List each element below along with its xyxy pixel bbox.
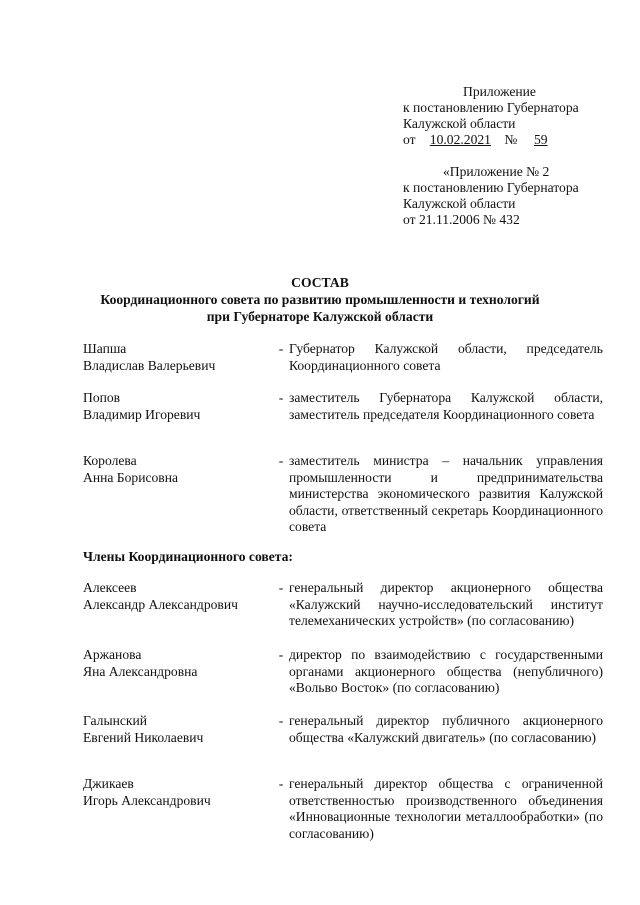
position-text: заместитель Губернатора Калужской области, заместитель председателя Координационного совета [289, 390, 603, 422]
separator-dash: - [278, 453, 284, 468]
appendix2-region-line: Калужской области [403, 196, 516, 211]
position-text: заместитель министра – начальник управления промышленности и предпринимательства министерства экономического развития Калужской области, ответственный секретарь Координационного совета [289, 453, 603, 534]
members-heading: Члены Координационного совета: [83, 549, 293, 564]
given-names: Анна Борисовна [83, 469, 179, 485]
separator-dash: - [278, 713, 284, 728]
surname: Галынский [83, 713, 148, 728]
council-name: Координационного совета по развитию промышленности и технологий [100, 292, 540, 307]
given-names: Евгений Николаевич [83, 729, 204, 745]
separator-dash: - [278, 776, 284, 791]
person-name [83, 390, 273, 423]
surname: Алексеев [83, 580, 137, 595]
given-names: Владислав Валерьевич [83, 357, 216, 373]
appendix-decree-line: к постановлению Губернатора [403, 100, 579, 115]
appendix2-decree-line: к постановлению Губернатора [403, 180, 579, 195]
given-names: Яна Александровна [83, 663, 198, 679]
appendix-label: Приложение [463, 84, 536, 99]
council-affiliation: при Губернаторе Калужской области [206, 309, 434, 324]
position-text: Губернатор Калужской области, председатель Координационного совета [289, 341, 603, 373]
surname: Шапша [83, 341, 127, 356]
position-text: генеральный директор акционерного общества «Калужский научно-исследовательский институт телемеханических устройств» (по согласованию) [289, 580, 603, 628]
appendix2-label: «Приложение № 2 [443, 164, 550, 179]
surname: Джикаев [83, 776, 134, 791]
decree-date: 10.02.2021 [429, 132, 491, 147]
from-label: от [403, 132, 416, 147]
position-text: директор по взаимодействию с государственными органами акционерного общества (непубличного) «Вольво Восток» (по согласованию) [289, 647, 603, 695]
person-name [83, 776, 273, 809]
decree-number: 59 [533, 132, 548, 147]
separator-dash: - [278, 647, 284, 662]
separator-dash: - [278, 580, 284, 595]
given-names: Владимир Игоревич [83, 406, 201, 422]
surname: Попов [83, 390, 121, 405]
number-label: № [504, 132, 518, 147]
appendix2-date-line: от 21.11.2006 № 432 [403, 212, 520, 227]
person-name [83, 341, 273, 374]
given-names: Александр Александрович [83, 596, 238, 612]
position-text: генеральный директор общества с ограниченной ответственностью производственного объединения «Инновационные технологии металлообработки» (по согласованию) [289, 776, 603, 841]
person-name [83, 713, 273, 746]
person-name [83, 647, 273, 680]
surname: Королева [83, 453, 137, 468]
position-text: генеральный директор публичного акционерного общества «Калужский двигатель» (по согласованию) [289, 713, 603, 745]
person-name [83, 453, 273, 486]
separator-dash: - [278, 390, 284, 405]
given-names: Игорь Александрович [83, 792, 211, 808]
appendix-region-line: Калужской области [403, 116, 516, 131]
appendix-date-line [403, 132, 561, 149]
document-title: СОСТАВ [291, 275, 349, 290]
surname: Аржанова [83, 647, 142, 662]
person-name [83, 580, 273, 613]
separator-dash: - [278, 341, 284, 356]
